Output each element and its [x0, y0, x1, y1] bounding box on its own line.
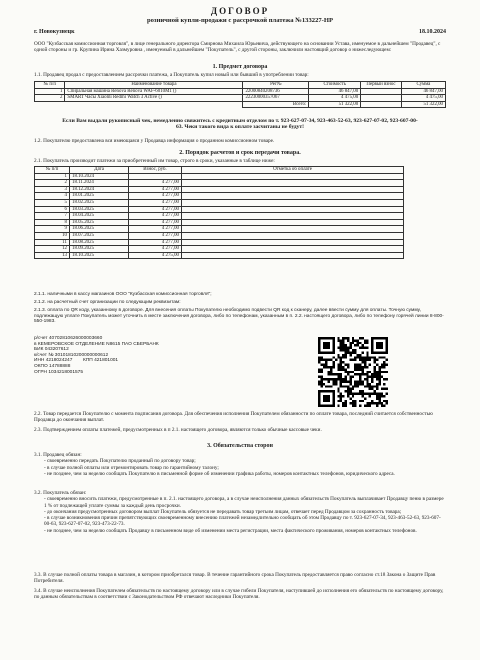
table-row [35, 226, 404, 233]
payment-mark [182, 252, 404, 259]
payment-amount: 4 277,00 [129, 239, 182, 246]
payment-mark [182, 186, 404, 193]
obligation-item: - до окончания предусмотренных договором выплат Покупатель обязуется не передавать товар третьим лицам, отвечает перед Продавцом за сохранность товара; [44, 508, 402, 515]
bank-requisites [34, 336, 304, 375]
row-number: 10 [35, 232, 70, 239]
payment-date: 18.04.2025 [70, 213, 129, 220]
payment-amount: 4 277,00 [129, 232, 182, 239]
section-3-1-heading: 3.1. Продавец обязан: [34, 452, 82, 458]
obligation-item: - не позднее, чем за неделю сообщать Покупателю в письменной форме об изменении графика работы, номеров контактных телефонов, юридического адреса. [44, 470, 395, 477]
table-row [35, 186, 404, 193]
section-2-title: 2. Порядок расчетов и срок передачи товара. [179, 150, 301, 156]
table-row [35, 95, 446, 102]
section-2-2: 2.2. Товар передается Покупателю с момента подписания договора. Для обеспечения исполнения Покупателем обязанности по оплате товара, последний считается собственностью Продавца до окончания выплат. [34, 411, 433, 424]
product-cost: 46 847,00 [309, 88, 361, 95]
payment-amount: 4 277,00 [129, 206, 182, 213]
payment-date: 18.07.2025 [70, 232, 129, 239]
table-row [35, 199, 404, 206]
first-payment [361, 88, 402, 95]
payment-date: 18.10.2025 [70, 252, 129, 259]
row-number: 2 [35, 180, 70, 187]
row-number: 13 [35, 252, 70, 259]
payment-date: 18.02.2025 [70, 199, 129, 206]
column-header: Первый взнос [361, 82, 402, 89]
column-header: Наименование товара [65, 82, 243, 89]
payment-date: 18.05.2025 [70, 219, 129, 226]
requisite-line: ОГРН 1034218001575 [34, 369, 84, 375]
row-number: 1 [35, 173, 70, 180]
row-number: 12 [35, 246, 70, 253]
total-sum: 51 322,00 [401, 101, 445, 108]
section-2-1: 2.1. Покупатель производит платежи за приобретенный им товар, строго в сроки, указанные в таблице ниже: [34, 158, 275, 164]
goods-table-header [35, 82, 446, 89]
payment-date: 18.01.2025 [70, 193, 129, 200]
obligation-item: - своевременно передать Покупателю проданный по договору товар; [44, 458, 196, 465]
table-row [35, 173, 404, 180]
payment-amount: 4 277,00 [129, 199, 182, 206]
goods-table [34, 81, 446, 108]
payment-mark [182, 246, 404, 253]
payment-amount: 4 277,00 [129, 219, 182, 226]
table-row [35, 246, 404, 253]
column-header: Дата [70, 167, 129, 174]
row-number: 7 [35, 213, 70, 220]
total-cost: 51 322,00 [309, 101, 361, 108]
section-2-1-3: 2.1.3. оплата по QR коду, указанному в договоре. Для внесения оплаты Покупателю необходимо подвести QR код к сканеру, далее ввести сумму для оплаты. Точную сумму, подлежащую уплате Покупатель может уточнить в месте заключения договора, либо по телефонам, указанным в п. 2.2. настоящего договора, либо по телефону горячей линии 8-800-550-1983. [34, 308, 444, 325]
payment-amount: 4 277,00 [129, 213, 182, 220]
section-3-4: 3.4. В случае неисполнения Покупателем обязательств по настоящему договору или в случае гибели Покупателя, наступившей до исполнения его обязательств по настоящему договору, по данным обязательствам в соответствии с Законодательством РФ отвечают наследники Покупателя. [34, 588, 444, 601]
section-3-1 [34, 452, 446, 477]
payment-date: 18.03.2025 [70, 206, 129, 213]
payment-date: 18.09.2025 [70, 246, 129, 253]
table-row [35, 88, 446, 95]
row-number: 9 [35, 226, 70, 233]
payment-amount: 4 277,00 [129, 246, 182, 253]
section-3-2-heading: 3.2. Покупатель обязан: [34, 490, 87, 496]
column-header: № п/п [35, 167, 70, 174]
column-header: Рег№ [243, 82, 309, 89]
city: г. Новокузнецк [34, 29, 75, 35]
column-header: Сумма [401, 82, 445, 89]
column-header: Стоимость [309, 82, 361, 89]
table-row [35, 232, 404, 239]
document-subtitle: розничной купли-продажи с рассрочкой платежа №133227-НР [146, 17, 334, 24]
section-3-2 [34, 490, 446, 534]
row-number: 1 [35, 88, 65, 95]
payment-mark [182, 226, 404, 233]
first-payment [361, 95, 402, 102]
product-name: Спиральная машина Renova Renova WAF-6010M1 () [65, 88, 243, 95]
total-label: Всего: [243, 101, 309, 108]
table-row [35, 219, 404, 226]
requisite-line: ОКПО 14788888 [34, 363, 71, 369]
payment-amount [129, 173, 182, 180]
section-2-3: 2.3. Подтверждением оплаты платежей, предусмотренных в п 2.1. настоящего договора, являются только обычные кассовые чеки. [34, 427, 322, 433]
payment-mark [182, 180, 404, 187]
table-row [35, 239, 404, 246]
table-row [35, 180, 404, 187]
obligation-item: - не позднее, чем за неделю сообщать Продавцу в письменном виде об изменении места регистрации, места фактического проживания, номеров контактных телефонов. [44, 527, 417, 534]
row-number: 5 [35, 199, 70, 206]
payment-mark [182, 199, 404, 206]
product-name: SMART Часы Xiaomi Redmi Watch 3 Active () [65, 95, 243, 102]
payment-mark [182, 213, 404, 220]
payment-mark [182, 206, 404, 213]
row-number: 6 [35, 206, 70, 213]
section-3-title: 3. Обязательства сторон [207, 443, 273, 449]
total-row [35, 101, 446, 108]
column-header: № п/п [35, 82, 65, 89]
requisite-line: в КЕМЕРОВСКОЕ ОТДЕЛЕНИЕ N8615 ПАО СБЕРБАНК [34, 341, 159, 347]
table-row [35, 206, 404, 213]
payment-qr-code[interactable] [318, 337, 388, 407]
product-cost: 4 475,00 [309, 95, 361, 102]
column-header: Взнос, руб. [129, 167, 182, 174]
section-1-2: 1.2. Покупателю предоставлена вся имеющаяся у Продавца информация о проданном комиссионном товаре. [34, 138, 275, 144]
row-number: 2 [35, 95, 65, 102]
table-row [35, 213, 404, 220]
requisite-line: БИК 043207612 [34, 347, 69, 353]
payment-amount: 4 275,00 [129, 252, 182, 259]
payment-amount: 4 277,00 [129, 186, 182, 193]
obligation-item: - в случае полной оплаты или отремонтировать товар по гарантийному талону; [44, 464, 219, 471]
payment-mark [182, 173, 404, 180]
payment-date: 18.11.2024 [70, 180, 129, 187]
contract-date: 18.10.2024 [419, 29, 446, 35]
payment-mark [182, 232, 404, 239]
payment-mark [182, 239, 404, 246]
section-2-1-1: 2.1.1. наличными в кассу магазинов ООО "Кузбасская комиссионная торговля"; [34, 292, 212, 297]
handwritten-check-warning: Если Вам выдали рукописный чек, немедленно свяжитесь с кредитным отделом по т. 923-627-07-34, 923-463-52-63, 923-627-07-02, 923-607-00-63. Чеки такого вида к оплате засчитаны не будут! [62, 118, 418, 131]
schedule-body [35, 173, 404, 259]
table-row [35, 252, 404, 259]
requisite-line: р/счет 40702810626000003660 [34, 336, 103, 341]
schedule-header [35, 167, 404, 174]
row-number: 8 [35, 219, 70, 226]
section-1-1: 1.1. Продавец продал с предоставлением рассрочки платежа, а Покупатель купил новый или бывший в употреблении товар: [34, 72, 309, 78]
payment-date: 18.10.2024 [70, 173, 129, 180]
section-3-3: 3.3. В случае полной оплаты товара в магазин, в котором приобретался товар. В течение гарантийного срока Покупатель предоставляется право согласно ст.18 Закона о Защите Прав Потребителя. [34, 572, 436, 585]
row-number: 3 [35, 186, 70, 193]
product-sum: 46 847,00 [401, 88, 445, 95]
table-row [35, 193, 404, 200]
payment-amount: 4 277,00 [129, 226, 182, 233]
section-1-title: 1. Предмет договора [212, 64, 268, 70]
payment-date: 18.12.2024 [70, 186, 129, 193]
row-number: 11 [35, 239, 70, 246]
product-sum: 4 475,00 [401, 95, 445, 102]
registration-number: 22230000357067 [243, 95, 309, 102]
payment-date: 18.08.2025 [70, 239, 129, 246]
payment-amount: 4 277,00 [129, 193, 182, 200]
obligation-item: - своевременно вносить платежи, предусмотренные в п. 2.1. настоящего договора, а в случае неисполнения данных обязательств Покупатель выплачивает Продавцу пеню в размере 1 % от подлежащей уплате суммы за каждый день просрочки. [44, 496, 444, 509]
requisite-line: к/счет № 30101810200000000612 [34, 352, 109, 358]
column-header: Отметка об оплате [182, 167, 404, 174]
registration-number: 22000840208736 [243, 88, 309, 95]
obligation-item: - в случае возникновения причин препятствующих своевременному внесению платежей незамедлительно сообщать об этом Продавцу по т. 923-627-07-34, 923-463-52-63, 923-607-00-63, 923-627-07-02, 923-473-22-73. [44, 515, 441, 528]
document-title: ДОГОВОР [210, 6, 270, 16]
payment-mark [182, 193, 404, 200]
row-number: 4 [35, 193, 70, 200]
payment-date: 18.06.2025 [70, 226, 129, 233]
section-2-1-2: 2.1.2. на расчетный счет организации по следующим реквизитам: [34, 300, 181, 305]
payment-schedule-table [34, 166, 404, 259]
payment-amount: 4 277,00 [129, 180, 182, 187]
requisite-line: ИНН 4218024247 КПП 421801001 [34, 358, 119, 364]
payment-mark [182, 219, 404, 226]
intro-paragraph: ООО "Кузбасская комиссионная торговля", в лице генерального директора Смирнова Михаила Юрьевича, действующего на основании Устава, именуемое в дальнейшем "Продавец", с одной стороны и гр. Крупина Ирина Хазмуровна , именуемый в дальнейшем "Покупатель", с другой стороны, заключили настоящий договор о нижеследующем: [34, 41, 441, 54]
